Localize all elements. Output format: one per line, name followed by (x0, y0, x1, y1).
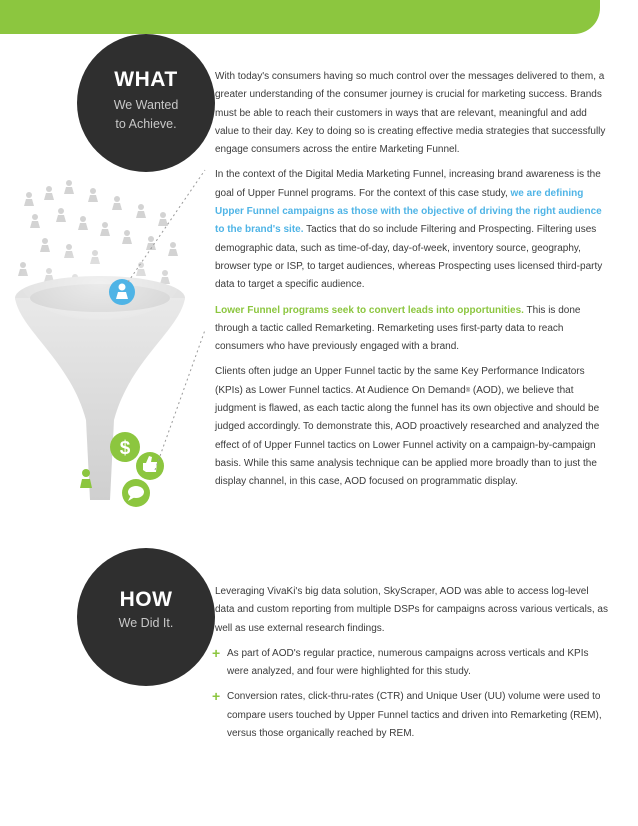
what-subheading-line2: to Achieve. (115, 117, 177, 131)
lower-funnel-definition: Lower Funnel programs seek to convert leads into opportunities. (215, 304, 524, 316)
how-body (212, 583, 610, 750)
plus-icon: + (212, 688, 221, 705)
how-bullet-2: + Conversion rates, click-thru-rates (CTR) and Unique User (UU) volume were used to compare users touched by Upper Funnel tactics and driven into Remarketing (REM), versus those organically reached by REM. (212, 688, 602, 740)
how-bullet-1: + As part of AOD's regular practice, numerous campaigns across verticals and KPIs were analyzed, and four were highlighted for this study. (212, 644, 589, 678)
how-subheading: We Did It. (118, 616, 174, 630)
dollar-icon (110, 432, 140, 462)
connector-line-lower (155, 330, 205, 470)
what-paragraph-1: With today's consumers having so much control over the messages delivered to them, a greater understanding of the consumer journey is crucial for marketing success. Brands must be able to reach their customers in ways that are relevant, meaningful and add value to their day. Key to doing so is creating effective media strategies that successfully engage consumers across the entire Marketing Funnel. (215, 71, 606, 156)
how-section-badge (77, 548, 215, 686)
svg-text:$: $ (119, 438, 131, 459)
what-subheading-line1: We Wanted (113, 98, 179, 112)
what-body (215, 68, 610, 499)
upper-funnel-user-icon (109, 279, 135, 305)
upper-funnel-definition: we are defining Upper Funnel campaigns as those with the objective of driving the right audience to the brand's site. (215, 187, 602, 236)
chat-bubble-icon (122, 479, 150, 507)
how-paragraph-1: Leveraging VivaKi's big data solution, SkyScraper, AOD was able to access log-level data and custom reporting from multiple DSPs for campaigns across various verticals, as well as use external research findings. (215, 586, 608, 634)
what-paragraph-3: Lower Funnel programs seek to convert leads into opportunities. This is done through a tactic called Remarketing. Remarketing uses first-party data to reach consumers who have previously engaged with a brand. (215, 304, 581, 353)
what-paragraph-4: Clients often judge an Upper Funnel tactic by the same Key Performance Indicators (KPIs) as Lower Funnel tactics. At Audience On Demand® (AOD), we believe that judgment is flawed, as each tactic along the funnel has its own objective and should be judged accordingly. To demonstrate this, AOD proactively researched and analyzed the effect of of Upper Funnel tactics on Lower Funnel activity on a campaign-by-campaign basis. While this same analysis technique can be applied more broadly than to just the display channel, in this case, AOD focused on programmatic display. (215, 366, 600, 488)
what-paragraph-2: In the context of the Digital Media Marketing Funnel, increasing brand awareness is the goal of Upper Funnel programs. For the context of this case study, we are defining Upper Funnel campaigns as those with the objective of driving the right audience to the brand's site. Tactics that do so include Filtering and Prospecting. Filtering uses demographic data, such as time-of-day, day-of-week, inventory source, geography, browser type or ISP, to target audiences, whereas Prospecting uses licensed third-party data to target a specific audience. (215, 169, 603, 291)
thumbs-up-icon (136, 452, 164, 480)
plus-icon: + (212, 644, 221, 661)
what-heading: WHAT (114, 68, 178, 91)
what-section-badge (77, 34, 215, 172)
how-heading: HOW (119, 588, 173, 611)
